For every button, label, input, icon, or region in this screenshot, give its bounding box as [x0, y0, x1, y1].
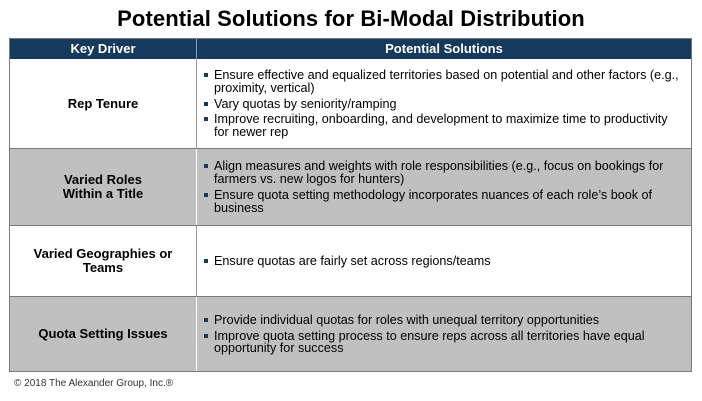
solution-item: [203, 113, 683, 139]
copyright-footer: © 2018 The Alexander Group, Inc.®: [14, 378, 174, 389]
table-row: [10, 226, 691, 296]
table-header: [10, 39, 691, 59]
solution-text: Provide individual quotas for roles with unequal territory opportunities: [214, 312, 600, 327]
solutions-table: [9, 38, 692, 372]
table-row: [10, 59, 691, 148]
bullet-icon: [204, 318, 208, 322]
row-divider: [196, 59, 197, 148]
solution-item: [203, 314, 683, 327]
table-row: [10, 297, 691, 371]
solution-item: [203, 69, 683, 95]
row-driver-label: [10, 226, 196, 296]
solution-item: [203, 255, 683, 268]
bullet-icon: [204, 102, 208, 106]
header-potential-solutions: Potential Solutions: [385, 41, 503, 56]
row-driver-label: Rep Tenure: [67, 95, 139, 111]
row-solutions: [203, 226, 683, 296]
driver-text: Varied Roles Within a Title: [62, 172, 144, 201]
bullet-icon: [204, 259, 208, 263]
row-solutions: [203, 59, 683, 148]
header-key-driver: Key Driver: [70, 41, 136, 56]
row-divider: [196, 297, 197, 371]
solution-text: Ensure quotas are fairly set across regions/teams: [214, 254, 491, 269]
solution-text: Improve recruiting, onboarding, and development to maximize time to productivity for newer rep: [214, 112, 668, 140]
solution-text: Align measures and weights with role responsibilities (e.g., focus on bookings for farmers vs. new logos for hunters): [214, 159, 664, 187]
bullet-icon: [204, 164, 208, 168]
solution-item: [203, 189, 683, 215]
bullet-icon: [204, 117, 208, 121]
row-driver-label: Quota Setting Issues: [38, 326, 168, 341]
row-driver-label: [10, 149, 196, 225]
solution-item: [203, 160, 683, 186]
solution-text: Ensure quota setting methodology incorporates nuances of each role’s book of business: [214, 188, 653, 215]
bullet-icon: [204, 73, 208, 77]
row-solutions: [203, 297, 683, 371]
row-divider: [196, 149, 197, 225]
solution-item: [203, 98, 683, 111]
driver-text: Varied Geographies or Teams: [33, 246, 173, 275]
solution-item: [203, 330, 683, 356]
bullet-icon: [204, 193, 208, 197]
bullet-icon: [204, 334, 208, 338]
table-row: [10, 149, 691, 225]
solution-text: Improve quota setting process to ensure reps across all territories have equal opportunity for success: [214, 328, 645, 356]
solution-text: Vary quotas by seniority/ramping: [214, 96, 397, 111]
row-divider: [196, 226, 197, 296]
page-title: Potential Solutions for Bi-Modal Distribution: [117, 6, 585, 31]
row-solutions: [203, 149, 683, 225]
solution-text: Ensure effective and equalized territories based on potential and other factors (e.g., proximity, vertical): [214, 68, 679, 95]
